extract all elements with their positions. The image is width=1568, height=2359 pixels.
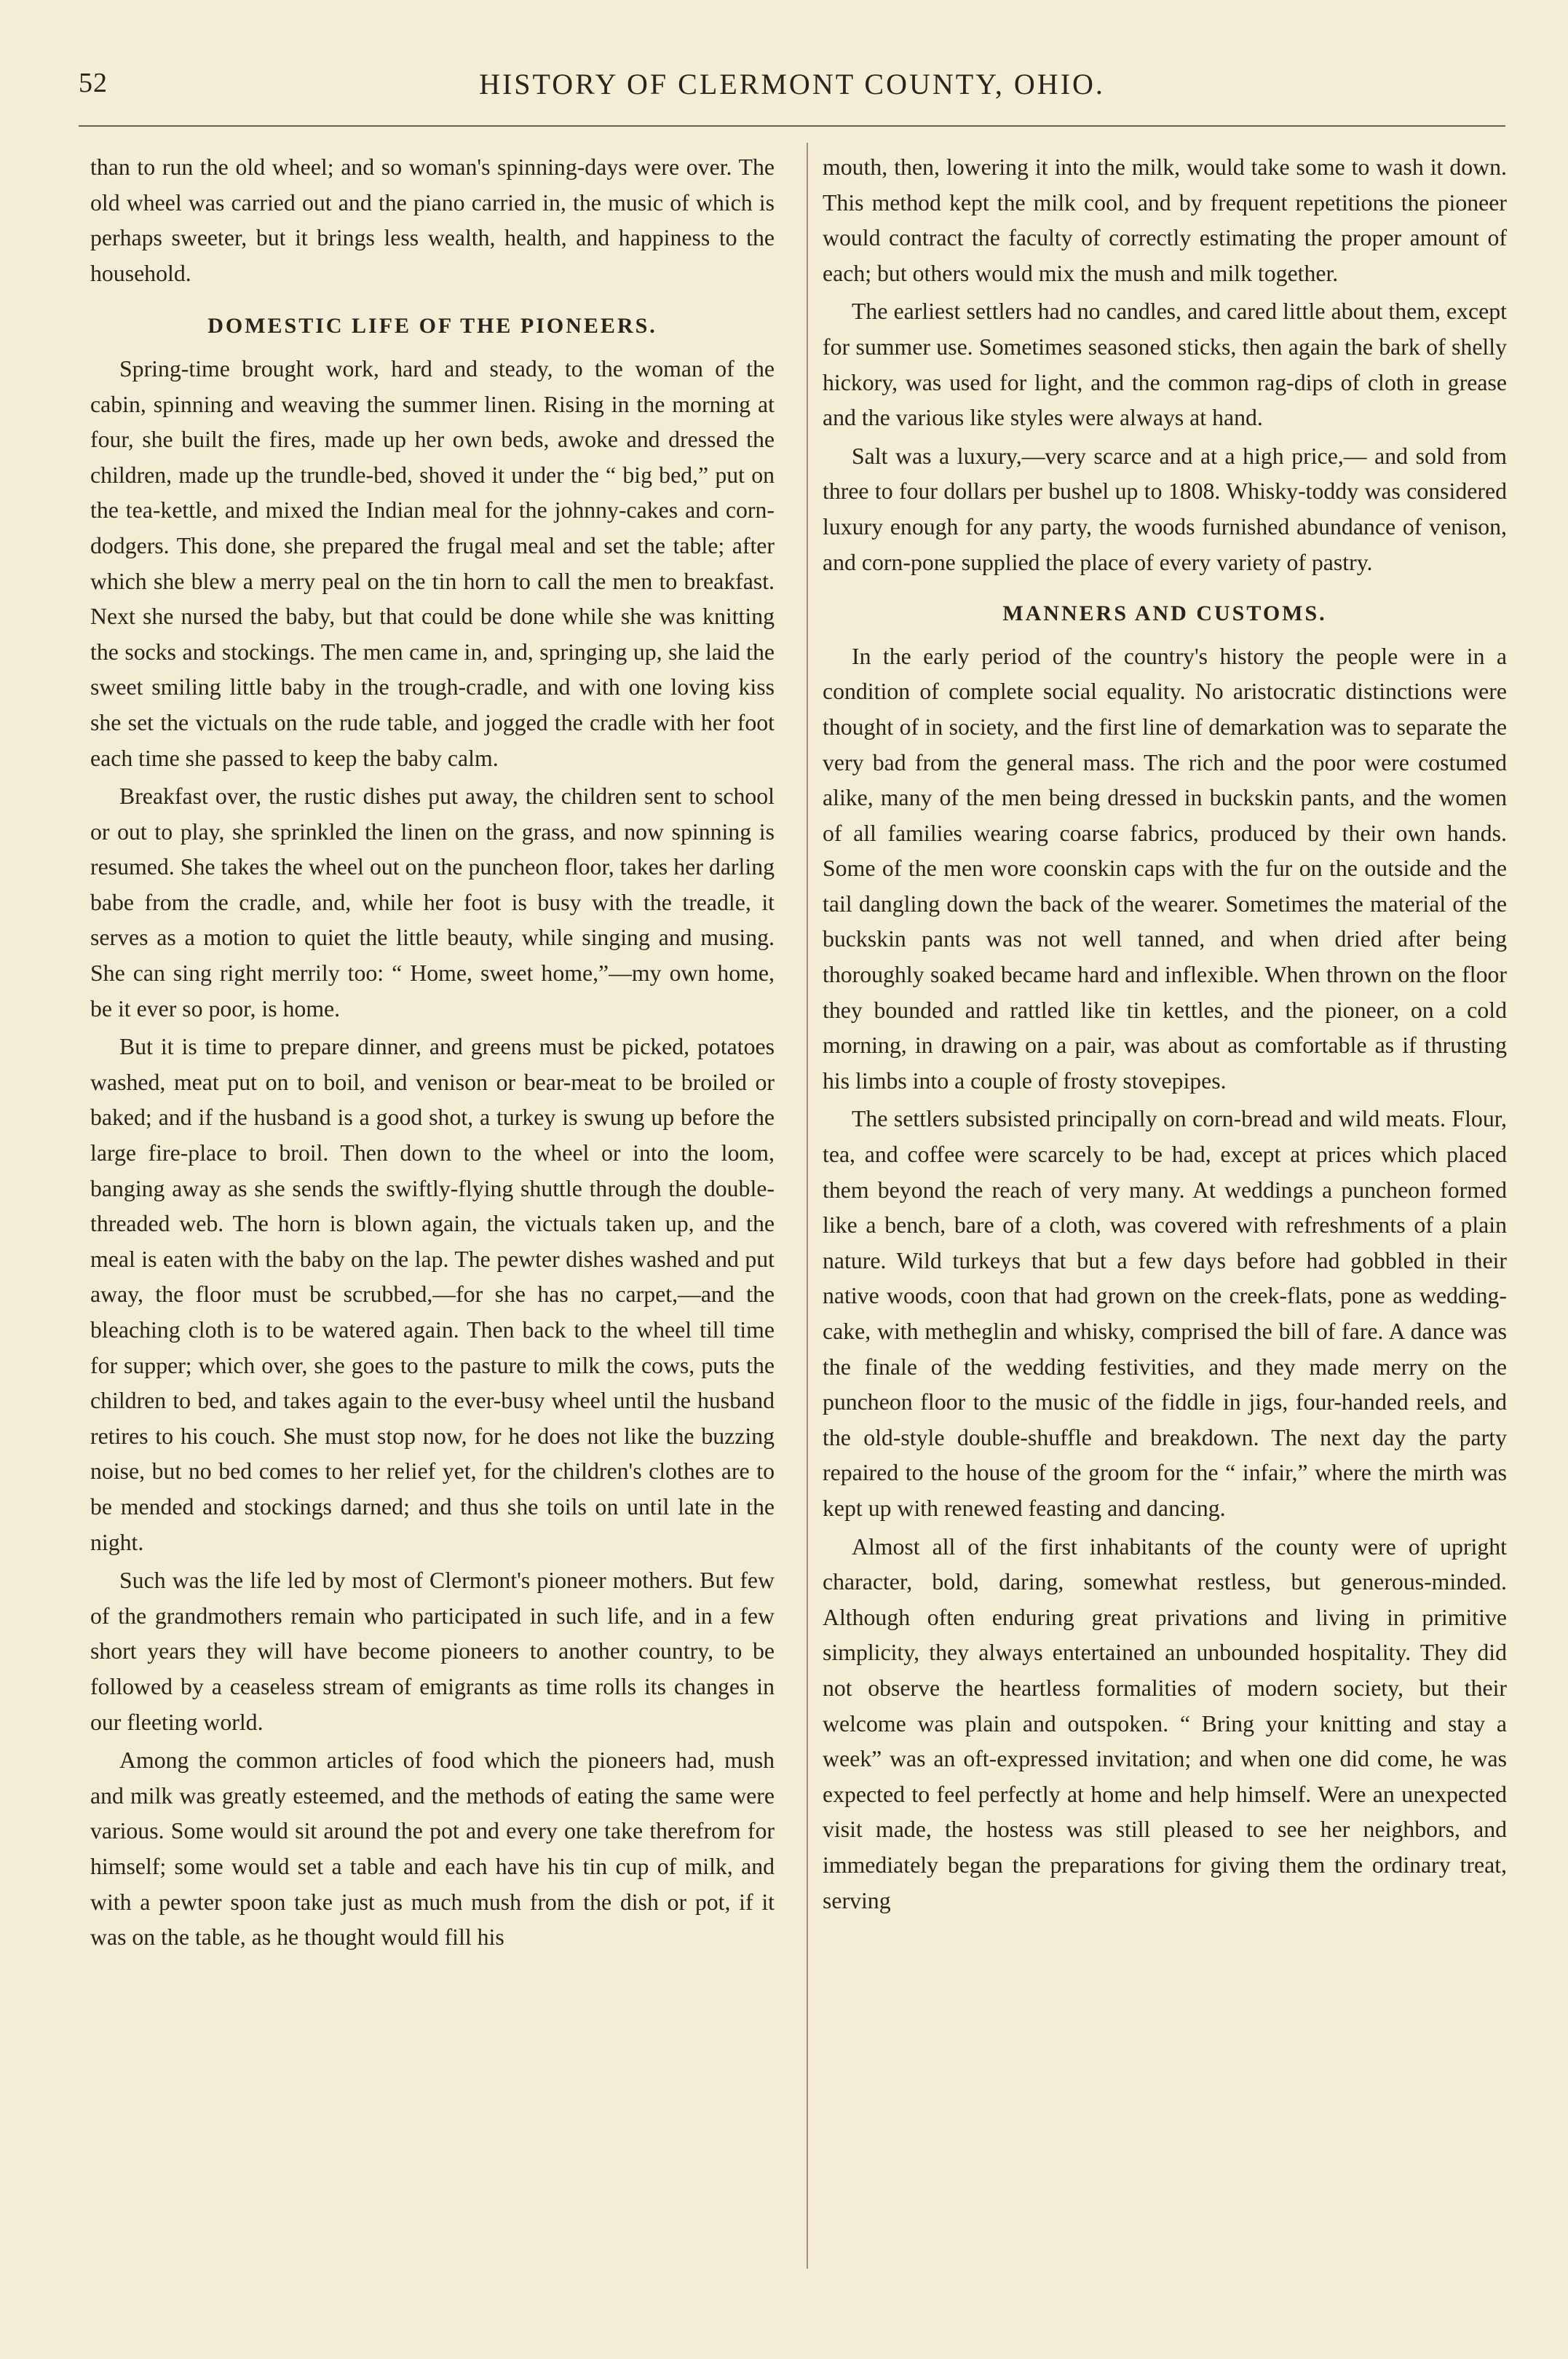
column-divider bbox=[807, 143, 808, 2269]
paragraph-continued: mouth, then, lowering it into the milk, would take some to wash it down. This method kept the milk cool, and by frequent repetitions the pioneer would contract the faculty of correctly estimating the proper amount of each; but others would mix the mush and milk together. bbox=[823, 154, 1507, 286]
running-title: HISTORY OF CLERMONT COUNTY, OHIO. bbox=[479, 68, 1105, 100]
paragraph: Such was the life led by most of Clermont's pioneer mothers. But few of the grandmothers remain who participated in such life, and in a few short years they will have become pioneers to another country, to be followed by a ceaseless stream of emigrants as time rolls its changes in our fleeting world. bbox=[90, 1568, 775, 1735]
paragraph: Breakfast over, the rustic dishes put away, the children sent to school or out to play, she sprinkled the linen on the grass, and now spinning is resumed. She takes the wheel out on the puncheon floor, takes her darling babe from the cradle, and, while her foot is busy with the treadle, it serves as a motion to quiet the little beauty, while singing and musing. She can sing right merrily too: “ Home, sweet home,”—my own home, be it ever so poor, is home. bbox=[90, 783, 775, 1022]
paragraph: Salt was a luxury,—very scarce and at a high price,— and sold from three to four dollars per bushel up to 1808. Whisky-toddy was considered luxury enough for any party, the woods furnished abundance of venison, and corn-pone supplied the place of every variety of pastry. bbox=[823, 443, 1507, 575]
paragraph: In the early period of the country's history the people were in a condition of complete social equality. No aristocratic distinctions were thought of in society, and the first line of demarkation was to separate the very bad from the general mass. The rich and the poor were costumed alike, many of the men being dressed in buckskin pants, and the women of all families wearing coarse fabrics, produced by their own hands. Some of the men wore coonskin caps with the fur on the outside and the tail dangling down the back of the wearer. Sometimes the material of the buckskin pants was not well tanned, and when dried after being thoroughly soaked became hard and inflexible. When thrown on the floor they bounded and rattled like tin kettles, and the pioneer, on a cold morning, in drawing on a pair, was about as comfortable as if thrusting his limbs into a couple of frosty stovepipes. bbox=[823, 643, 1507, 1094]
right-column bbox=[823, 150, 1507, 1921]
section-heading-manners-customs: MANNERS AND CUSTOMS. bbox=[1002, 601, 1327, 626]
left-column bbox=[90, 150, 775, 1959]
paragraph-continued: than to run the old wheel; and so woman's spinning-days were over. The old wheel was carried out and the piano carried in, the music of which is perhaps sweeter, but it brings less wealth, health, and happiness to the household. bbox=[90, 154, 775, 286]
page-header bbox=[79, 67, 1505, 111]
paragraph: Spring-time brought work, hard and steady, to the woman of the cabin, spinning and weaving the summer linen. Rising in the morning at four, she built the fires, made up her own beds, awoke and dressed the children, made up the trundle-bed, shoved it under the “ big bed,” put on the tea-kettle, and mixed the Indian meal for the johnny-cakes and corn-dodgers. This done, she prepared the frugal meal and set the table; after which she blew a merry peal on the tin horn to call the men to breakfast. Next she nursed the baby, but that could be done while she was knitting the socks and stockings. The men came in, and, springing up, she laid the sweet smiling little baby in the trough-cradle, and with one loving kiss she set the victuals on the rude table, and jogged the cradle with her foot each time she passed to keep the baby calm. bbox=[90, 355, 775, 771]
paragraph: But it is time to prepare dinner, and greens must be picked, potatoes washed, meat put on to boil, and venison or bear-meat to be broiled or baked; and if the husband is a good shot, a turkey is swung up before the large fire-place to broil. Then down to the wheel or into the loom, banging away as she sends the swiftly-flying shuttle through the double-threaded web. The horn is blown again, the victuals taken up, and the meal is eaten with the baby on the lap. The pewter dishes washed and put away, the floor must be scrubbed,—for she has no carpet,—and the bleaching cloth is to be watered again. Then back to the wheel till time for supper; which over, she goes to the pasture to milk the cows, puts the children to bed, and takes again to the ever-busy wheel until the husband retires to his couch. She must stop now, for he does not like the buzzing noise, but no bed comes to her relief yet, for the children's clothes are to be mended and stockings darned; and thus she toils on until late in the night. bbox=[90, 1034, 775, 1555]
header-rule bbox=[79, 125, 1505, 127]
section-heading-domestic-life: DOMESTIC LIFE OF THE PIONEERS. bbox=[207, 314, 657, 339]
page-number: 52 bbox=[79, 68, 108, 98]
paragraph: Among the common articles of food which the pioneers had, mush and milk was greatly esteemed, and the methods of eating the same were various. Some would sit around the pot and every one take therefrom for himself; some would set a table and each have his tin cup of milk, and with a pewter spoon take just as much mush from the dish or pot, if it was on the table, as he thought would fill his bbox=[90, 1747, 775, 1951]
paragraph: The settlers subsisted principally on corn-bread and wild meats. Flour, tea, and coffee were scarcely to be had, except at prices which placed them beyond the reach of very many. At weddings a puncheon formed like a bench, bare of a cloth, was covered with refreshments of a plain nature. Wild turkeys that but a few days before had gobbled in their native woods, coon that had grown on the creek-flats, pone as wedding-cake, with metheglin and whisky, comprised the bill of fare. A dance was the finale of the wedding festivities, and they made merry on the puncheon floor to the music of the fiddle in jigs, four-handed reels, and the old-style double-shuffle and breakdown. The next day the party repaired to the house of the groom for the “ infair,” where the mirth was kept up with renewed feasting and dancing. bbox=[823, 1106, 1507, 1521]
paragraph: The earliest settlers had no candles, and cared little about them, except for summer use. Sometimes seasoned sticks, then again the bark of shelly hickory, was used for light, and the common rag-dips of cloth in grease and the various like styles were always at hand. bbox=[823, 299, 1507, 431]
paragraph: Almost all of the first inhabitants of the county were of upright character, bold, daring, somewhat restless, but generous-minded. Although often enduring great privations and living in primitive simplicity, they always entertained an unbounded hospitality. They did not observe the heartless formalities of modern society, but their welcome was plain and outspoken. “ Bring your knitting and stay a week” was an oft-expressed invitation; and when one did come, he was expected to feel perfectly at home and help himself. Were an unexpected visit made, the hostess was still pleased to see her neighbors, and immediately began the preparations for giving them the ordinary treat, serving bbox=[823, 1533, 1507, 1913]
